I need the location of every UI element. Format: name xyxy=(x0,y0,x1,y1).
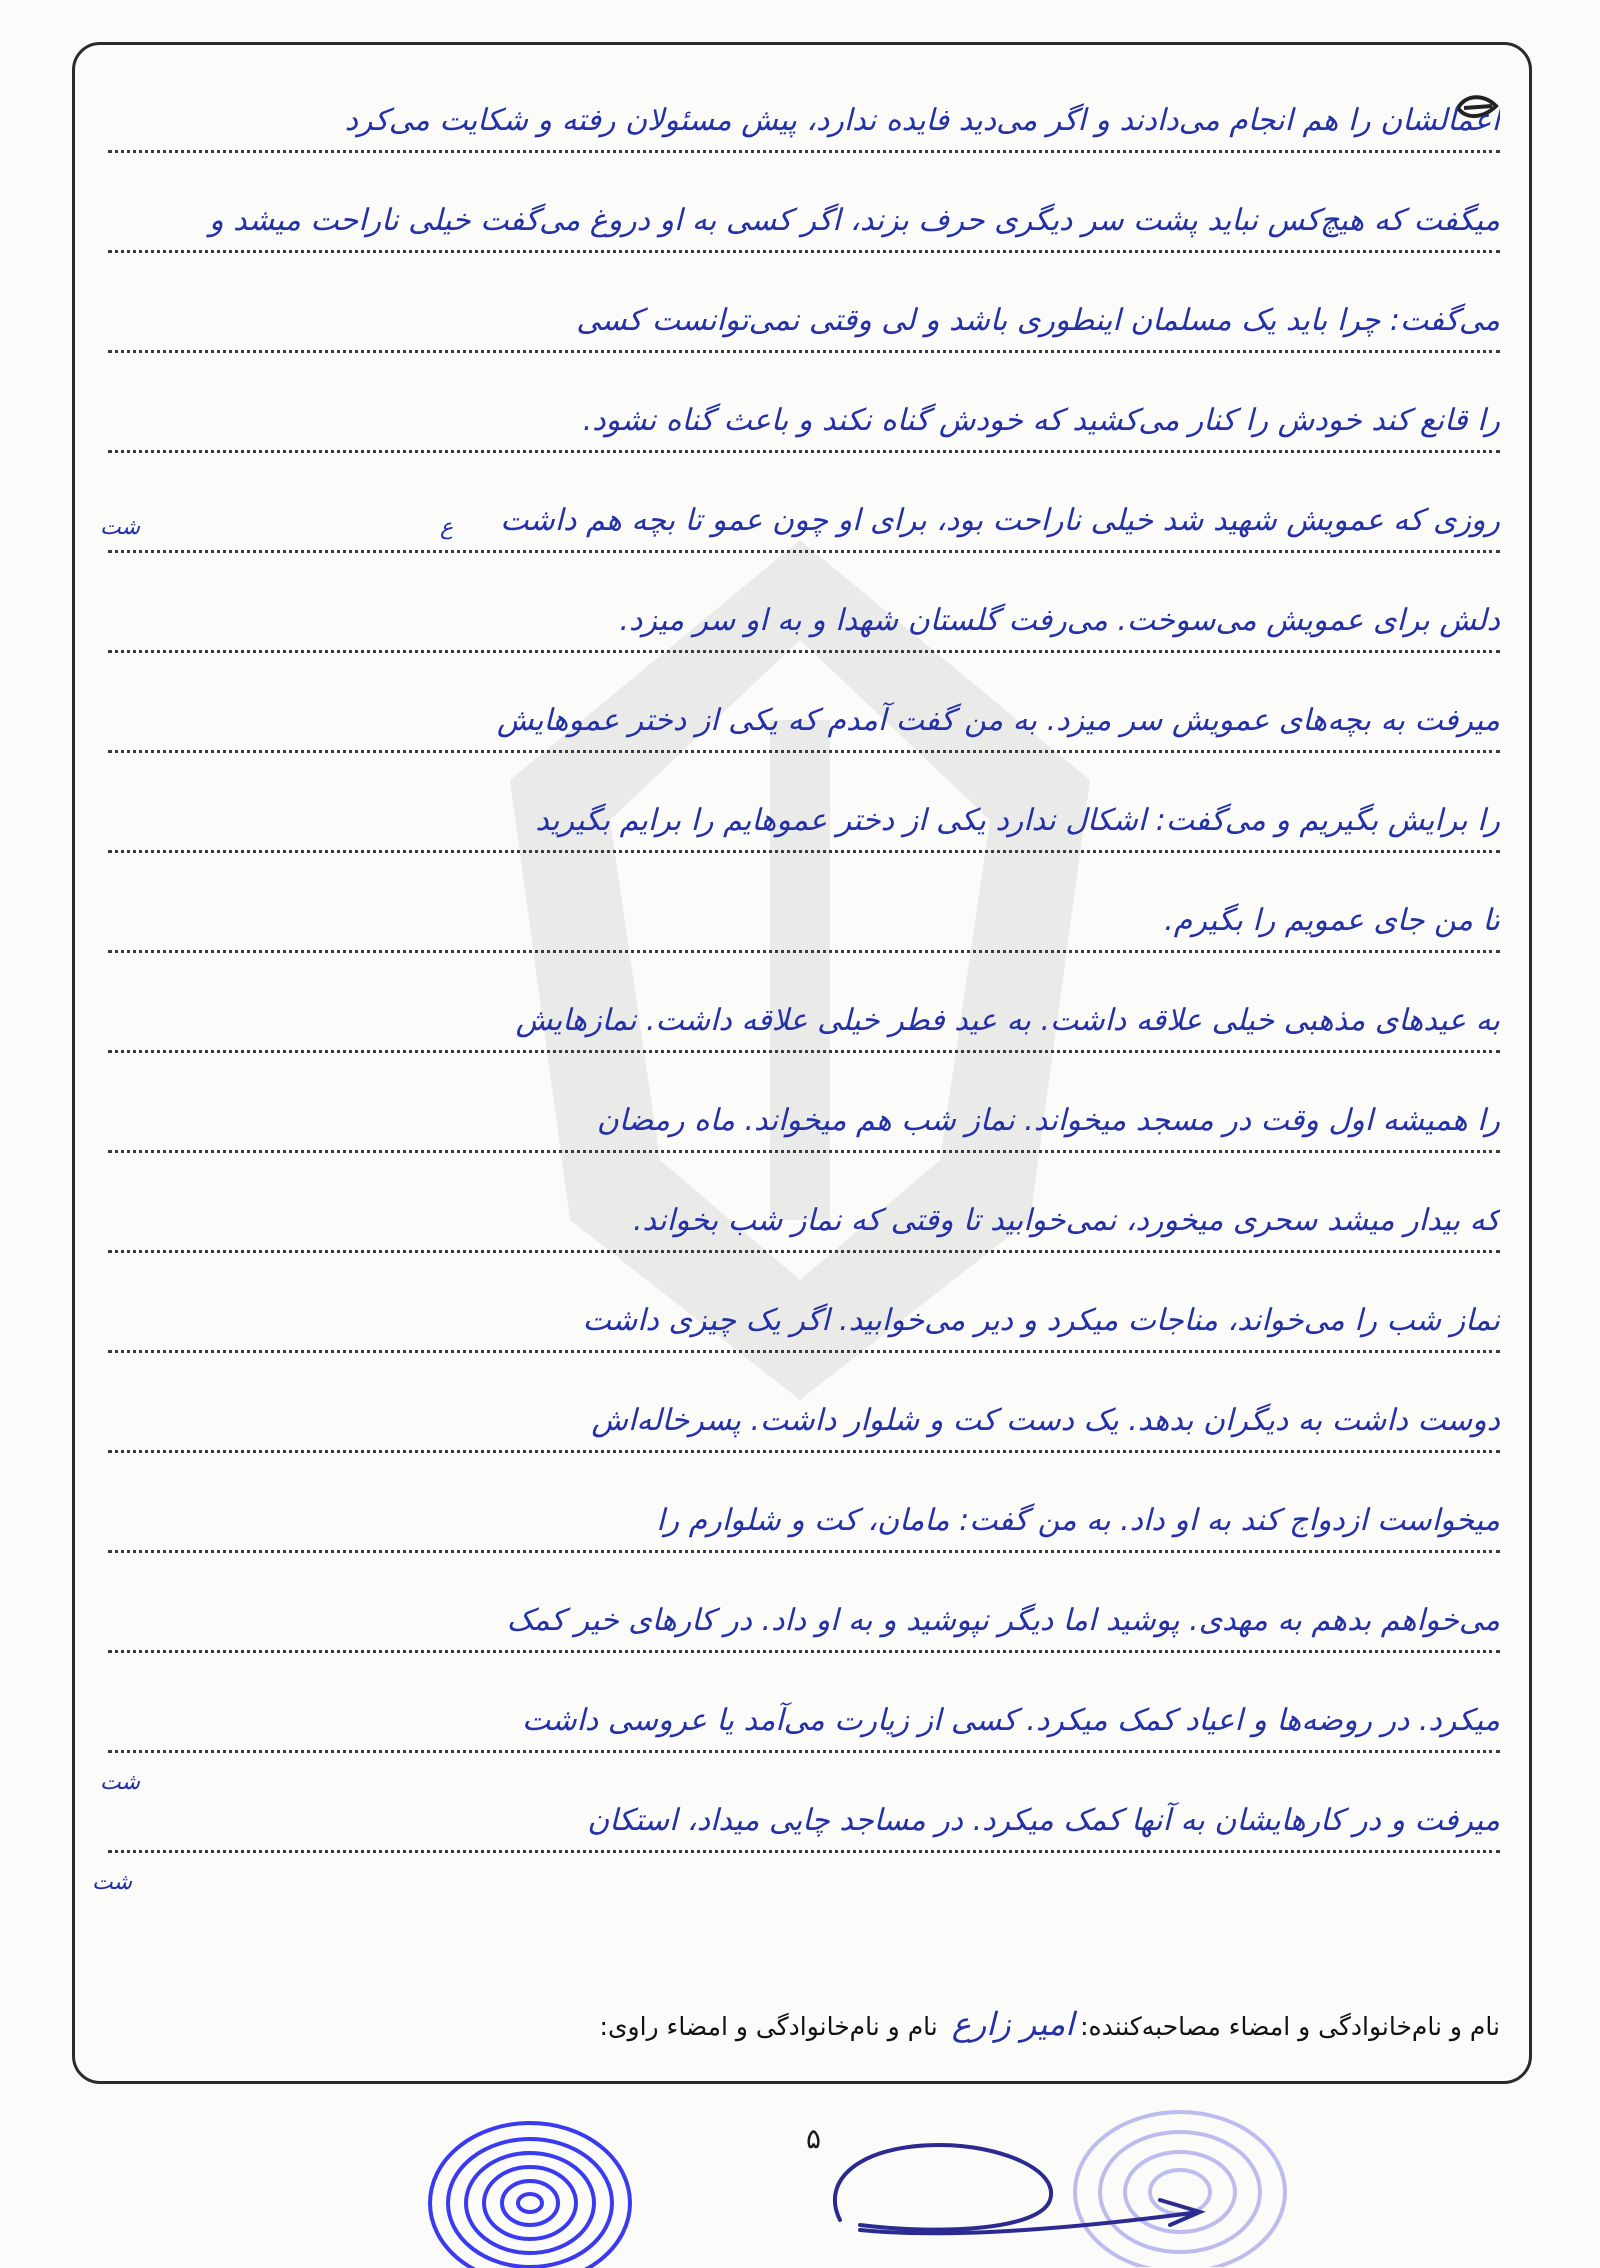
signature-footer xyxy=(120,2005,1500,2043)
text-line: دلش برای عمویش می‌سوخت. می‌رفت گلستان شهدا و به او سر میزد. xyxy=(108,592,1500,653)
text-line: را قانع کند خودش را کنار می‌کشید که خودش گناه نکند و باعث گناه نشود. xyxy=(108,392,1500,453)
fingerprint-icon xyxy=(418,2108,643,2268)
text-line: میرفت و در کارهایشان به آنها کمک میکرد. در مساجد چایی میداد، استکان xyxy=(108,1792,1500,1853)
text-line: میرفت به بچه‌های عمویش سر میزد. به من گفت آمدم که یکی از دختر عموهایش xyxy=(108,692,1500,753)
text-line: اعمالشان را هم انجام می‌دادند و اگر می‌دید فایده ندارد، پیش مسئولان رفته و شکایت می‌کرد xyxy=(108,92,1500,153)
text-line: که بیدار میشد سحری میخورد، نمی‌خوابید تا وقتی که نماز شب بخواند. xyxy=(108,1192,1500,1253)
text-line: تا من جای عمویم را بگیرم. xyxy=(108,892,1500,953)
text-line: به عیدهای مذهبی خیلی علاقه داشت. به عید فطر خیلی علاقه داشت. نمازهایش xyxy=(108,992,1500,1053)
text-line: میخواست ازدواج کند به او داد. به من گفت: مامان، کت و شلوارم را xyxy=(108,1492,1500,1553)
text-line: روزی که عمویش شهید شد خیلی ناراحت بود، برای او چون عمو تا بچه هم داشت xyxy=(108,492,1500,553)
page-number: ۵ xyxy=(806,2122,822,2155)
signature-icon xyxy=(800,2130,1220,2255)
text-line: می‌گفت: چرا باید یک مسلمان اینطوری باشد و لی وقتی نمی‌توانست کسی xyxy=(108,292,1500,353)
narrator-label: نام و نام‌خانوادگی و امضاء راوی: xyxy=(599,2012,938,2041)
text-line: میگفت که هیچ‌کس نباید پشت سر دیگری حرف بزند، اگر کسی به او دروغ می‌گفت خیلی ناراحت میشد و xyxy=(108,192,1500,253)
text-line: نماز شب را می‌خواند، مناجات میکرد و دیر می‌خوابید. اگر یک چیزی داشت xyxy=(108,1292,1500,1353)
margin-note: شت xyxy=(92,1870,133,1895)
margin-note: شت xyxy=(100,1770,141,1795)
interviewer-signature: امیر زارع xyxy=(951,2005,1075,2043)
margin-note: شت xyxy=(100,515,141,540)
text-line: دوست داشت به دیگران بدهد. یک دست کت و شلوار داشت. پسرخاله‌اش xyxy=(108,1392,1500,1453)
interviewer-label: نام و نام‌خانوادگی و امضاء مصاحبه‌کننده: xyxy=(1080,2012,1500,2041)
text-line: می‌خواهم بدهم به مهدی. پوشید اما دیگر نپوشید و به او داد. در کارهای خیر کمک xyxy=(108,1592,1500,1653)
text-line: را برایش بگیریم و می‌گفت: اشکال ندارد یکی از دختر عموهایم را برایم بگیرید xyxy=(108,792,1500,853)
text-line: میکرد. در روضه‌ها و اعیاد کمک میکرد. کسی از زیارت می‌آمد یا عروسی داشت xyxy=(108,1692,1500,1753)
text-line: را همیشه اول وقت در مسجد میخواند. نماز شب هم میخواند. ماه رمضان xyxy=(108,1092,1500,1153)
margin-note: ع xyxy=(440,515,454,540)
